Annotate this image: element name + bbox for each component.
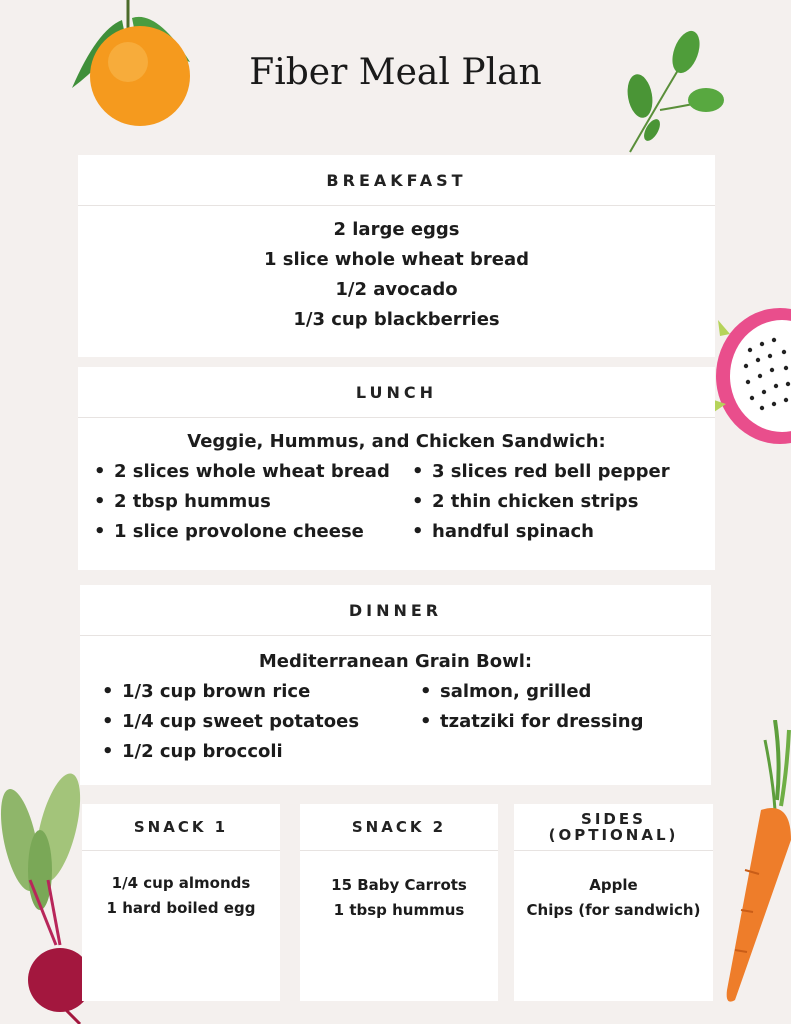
list-item: • 1/4 cup sweet potatoes — [102, 707, 420, 737]
sides-heading-line2: (OPTIONAL) — [548, 826, 679, 844]
dinner-card — [80, 585, 711, 785]
list-item: 1/3 cup blackberries — [293, 309, 500, 330]
list-item: • 1 slice provolone cheese — [94, 517, 412, 547]
list-item: 2 large eggs — [333, 219, 460, 240]
list-item: Chips (for sandwich) — [526, 901, 701, 919]
sides-heading-line1: SIDES — [581, 810, 646, 828]
breakfast-heading: BREAKFAST — [78, 155, 715, 206]
lunch-recipe-name: Veggie, Hummus, and Chicken Sandwich: — [187, 431, 606, 452]
dinner-recipe-name: Mediterranean Grain Bowl: — [258, 651, 533, 672]
dinner-ingredients-left — [102, 677, 420, 767]
dinner-ingredients-right — [420, 677, 644, 767]
list-item: 1 hard boiled egg — [106, 899, 256, 917]
list-item: • 1/3 cup brown rice — [102, 677, 420, 707]
list-item: Apple — [589, 876, 638, 894]
sides-heading — [514, 804, 713, 851]
list-item: • 2 thin chicken strips — [412, 487, 670, 517]
list-item: • 2 tbsp hummus — [94, 487, 412, 517]
lunch-ingredients-left — [94, 457, 412, 547]
dinner-ingredients — [80, 677, 711, 767]
list-item: • tzatziki for dressing — [420, 707, 644, 737]
lunch-card — [78, 367, 715, 570]
snack2-heading: SNACK 2 — [300, 804, 498, 851]
snack1-heading: SNACK 1 — [82, 804, 280, 851]
list-item: • 2 slices whole wheat bread — [94, 457, 412, 487]
lunch-ingredients-right — [412, 457, 670, 547]
dinner-heading: DINNER — [80, 585, 711, 636]
snack1-card — [82, 804, 280, 1001]
list-item: 15 Baby Carrots — [331, 876, 467, 894]
list-item: 1/2 avocado — [335, 279, 458, 300]
breakfast-card — [78, 155, 715, 357]
lunch-ingredients — [78, 457, 715, 547]
list-item: • 3 slices red bell pepper — [412, 457, 670, 487]
snack2-card — [300, 804, 498, 1001]
list-item: 1/4 cup almonds — [111, 874, 251, 892]
sides-card — [514, 804, 713, 1001]
list-item: 1 slice whole wheat bread — [263, 249, 530, 270]
list-item: 1 tbsp hummus — [333, 901, 465, 919]
list-item: • 1/2 cup broccoli — [102, 737, 420, 767]
page-title: Fiber Meal Plan — [249, 52, 542, 93]
list-item: • handful spinach — [412, 517, 670, 547]
carrot-illustration — [715, 720, 791, 1010]
list-item: • salmon, grilled — [420, 677, 644, 707]
breakfast-items — [78, 206, 715, 335]
lunch-heading: LUNCH — [78, 367, 715, 418]
